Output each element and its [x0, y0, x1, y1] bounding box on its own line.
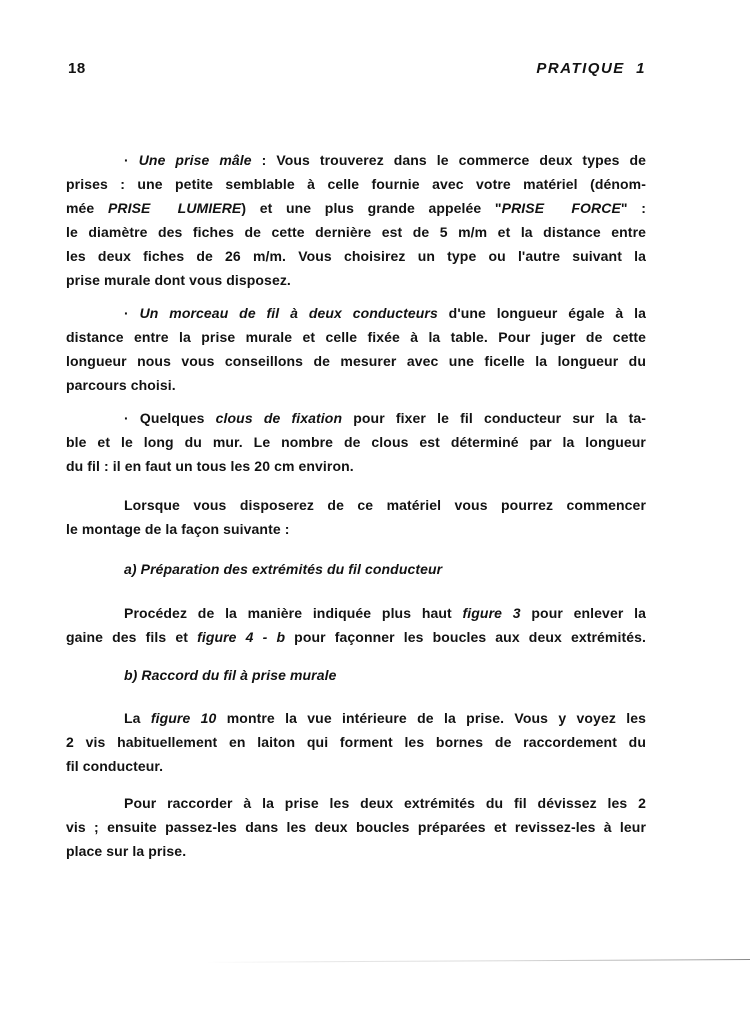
page-header [68, 60, 646, 77]
text-line [66, 625, 646, 649]
text-segment: prise murale dont vous disposez. [66, 272, 291, 288]
text-segment: longueur nous vous conseillons de mesurer avec une ficelle la longueur du [66, 353, 646, 369]
text-segment: distance entre la prise murale et celle fixée à la table. Pour juger de cette [66, 329, 646, 345]
italic-text-segment: clous de fixation [215, 410, 343, 426]
italic-text-segment: PRISE FORCE [501, 200, 621, 216]
text-segment: · [124, 152, 139, 168]
paragraph [66, 791, 646, 863]
text-segment: pour façonner les boucles aux deux extrémités. [285, 629, 646, 645]
page-number: 18 [68, 60, 86, 77]
text-line [66, 663, 646, 687]
text-segment: pour fixer le fil conducteur sur la ta- [342, 410, 646, 426]
text-segment: Pour raccorder à la prise les deux extrémités du fil dévissez les 2 [124, 795, 646, 811]
text-line [66, 754, 646, 778]
text-segment: d'une longueur égale à la [437, 305, 646, 321]
text-segment: · Quelques [124, 410, 216, 426]
paragraph [66, 148, 646, 292]
text-line [66, 148, 646, 172]
text-line [66, 601, 646, 625]
text-line [66, 301, 646, 325]
text-segment: gaine des fils et [66, 629, 198, 645]
running-head-section-title: PRATIQUE 1 [536, 60, 646, 77]
text-line [66, 220, 646, 244]
italic-text-segment: Un morceau de fil à deux conducteurs [139, 305, 438, 321]
paragraph [66, 301, 646, 397]
italic-text-segment: PRISE LUMIERE [107, 200, 242, 216]
text-line [66, 454, 646, 478]
text-segment: parcours choisi. [66, 377, 176, 393]
text-segment: les deux fiches de 26 m/m. Vous choisirez un type ou l'autre suivant la [66, 248, 646, 264]
text-line [66, 493, 646, 517]
italic-text-segment: Une prise mâle [138, 152, 252, 168]
text-segment: du fil : il en faut un tous les 20 cm environ. [66, 458, 354, 474]
text-line [66, 325, 646, 349]
text-segment: mée [66, 200, 108, 216]
text-line [66, 730, 646, 754]
italic-text-segment: b) Raccord du fil à prise murale [124, 667, 337, 683]
italic-text-segment: a) Préparation des extrémités du fil conducteur [124, 561, 443, 577]
italic-text-segment: figure 4 - b [197, 629, 286, 645]
text-line [66, 815, 646, 839]
text-segment: ble et le long du mur. Le nombre de clous est déterminé par la longueur [66, 434, 646, 450]
italic-text-segment: figure 3 [462, 605, 521, 621]
text-line [66, 406, 646, 430]
text-segment: fil conducteur. [66, 758, 164, 774]
text-line [66, 557, 646, 581]
paragraph [66, 493, 646, 541]
text-segment: le diamètre des fiches de cette dernière est de 5 m/m et la distance entre [66, 224, 646, 240]
text-segment: vis ; ensuite passez-les dans les deux boucles préparées et revissez-les à leur [66, 819, 646, 835]
scan-artifact-line [205, 959, 750, 963]
text-segment: La [124, 710, 151, 726]
text-line [66, 349, 646, 373]
text-segment: place sur la prise. [66, 843, 187, 859]
text-segment: prises : une petite semblable à celle fournie avec votre matériel (dénom- [66, 176, 646, 192]
text-segment: Procédez de la manière indiquée plus haut [124, 605, 463, 621]
text-line [66, 373, 646, 397]
italic-text-segment: figure 10 [150, 710, 217, 726]
document-body [66, 148, 646, 863]
text-segment: Lorsque vous disposerez de ce matériel vous pourrez commencer [124, 497, 646, 513]
text-line [66, 839, 646, 863]
text-segment: pour enlever la [520, 605, 646, 621]
text-segment: · [124, 305, 140, 321]
text-segment: : Vous trouverez dans le commerce deux types de [251, 152, 646, 168]
text-line [66, 791, 646, 815]
text-line [66, 268, 646, 292]
text-segment: ) et une plus grande appelée " [241, 200, 502, 216]
section-heading [66, 663, 646, 687]
text-segment: montre la vue intérieure de la prise. Vous y voyez les [216, 710, 646, 726]
text-line [66, 244, 646, 268]
paragraph [66, 706, 646, 778]
section-heading [66, 557, 646, 581]
text-line [66, 172, 646, 196]
text-line [66, 706, 646, 730]
text-line [66, 517, 646, 541]
text-line [66, 430, 646, 454]
text-segment: le montage de la façon suivante : [66, 521, 290, 537]
paragraph [66, 601, 646, 649]
text-segment: " : [620, 200, 646, 216]
text-segment: 2 vis habituellement en laiton qui forment les bornes de raccordement du [66, 734, 646, 750]
text-line [66, 196, 646, 220]
paragraph [66, 406, 646, 478]
